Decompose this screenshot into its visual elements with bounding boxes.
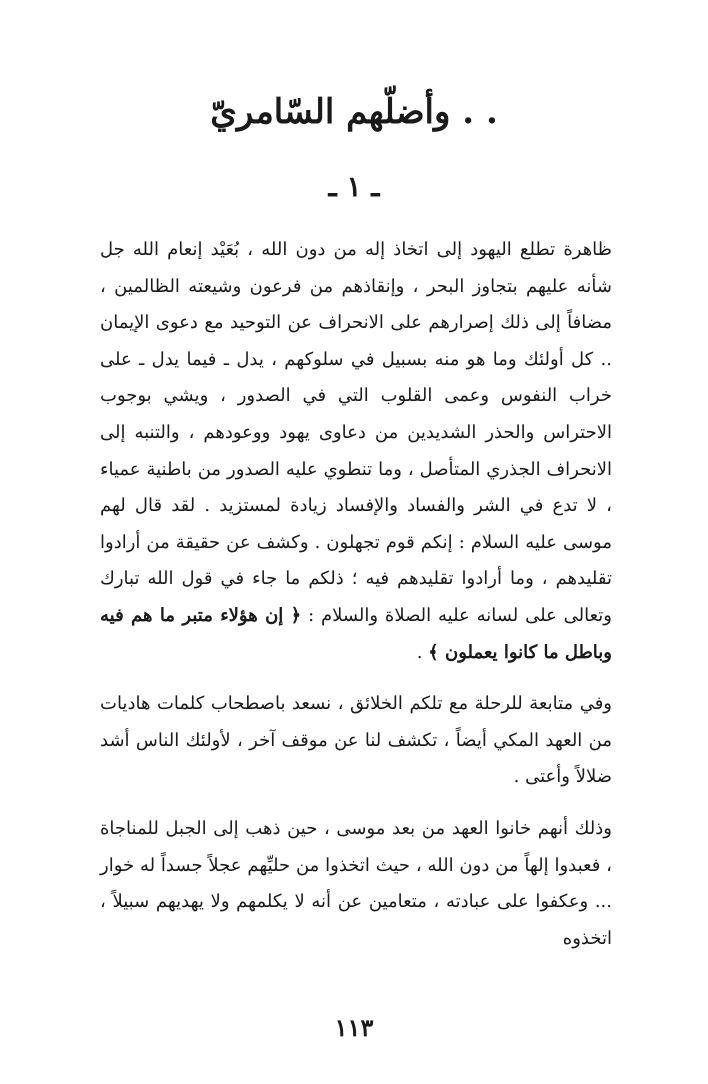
quran-quote: ﴿ إن هؤلاء متبر ما هم فيه وباطل ما كانوا يعملون ﴾ — [100, 604, 612, 663]
section-number: ـ ١ ـ — [328, 170, 380, 203]
paragraph-3: وذلك أنهم خانوا العهد من بعد موسى ، حين ذهب إلى الجبل للمناجاة ، فعبدوا إلهاً من دون الله ، حيث اتخذوا من حليِّهم عجلاً جسداً له خوار ... وعكفوا على عبادته ، متعامين عن أنه لا يكلمهم ولا يهديهم سبيلاً ، اتخذوه — [100, 817, 612, 949]
chapter-title: . . وأضلّهم السّامريّ — [210, 92, 498, 132]
paragraph-1 — [100, 232, 612, 671]
paragraph-2: وفي متابعة للرحلة مع تلكم الخلائق ، نسعد باصطحاب كلمات هاديات من العهد المكي أيضاً ، تكشف لنا عن موقف آخر ، لأولئك الناس أشد ضلالاً وأعتى . — [100, 693, 612, 788]
paragraph-1-text: ظاهرة تطلع اليهود إلى اتخاذ إله من دون الله ، بُعَيْد إنعام الله جل شأنه عليهم بتجاوز البحر ، وإنقاذهم من فرعون وشيعته الظالمين ، مضافاً إلى ذلك إصرارهم على الانحراف عن التوحيد مع دعوى الإيمان .. كل أولئك وما هو منه بسبيل في سلوكهم ، يدل ـ فيما يدل ـ على خراب النفوس وعمى القلوب التي في الصدور ، ويشي بوجوب الاحتراس والحذر الشديدين من دعاوى يهود ووعودهم ، والتنبه إلى الانحراف الجذري المتأصل ، وما تنطوي عليه الصدور من باطنية عمياء ، لا تدع في الشر والفساد والإفساد زيادة لمستزيد . لقد قال لهم موسى عليه السلام : إنكم قوم تجهلون . وكشف عن حقيقة من أرادوا تقليدهم ، وما أرادوا تقليدهم فيه ؛ ذلكم ما جاء في قول الله تبارك وتعالى على لسانه عليه الصلاة والسلام : — [100, 239, 612, 626]
page-number: ١١٣ — [334, 1013, 374, 1042]
paragraph-1-end: . — [416, 641, 423, 663]
body-text — [100, 232, 612, 957]
